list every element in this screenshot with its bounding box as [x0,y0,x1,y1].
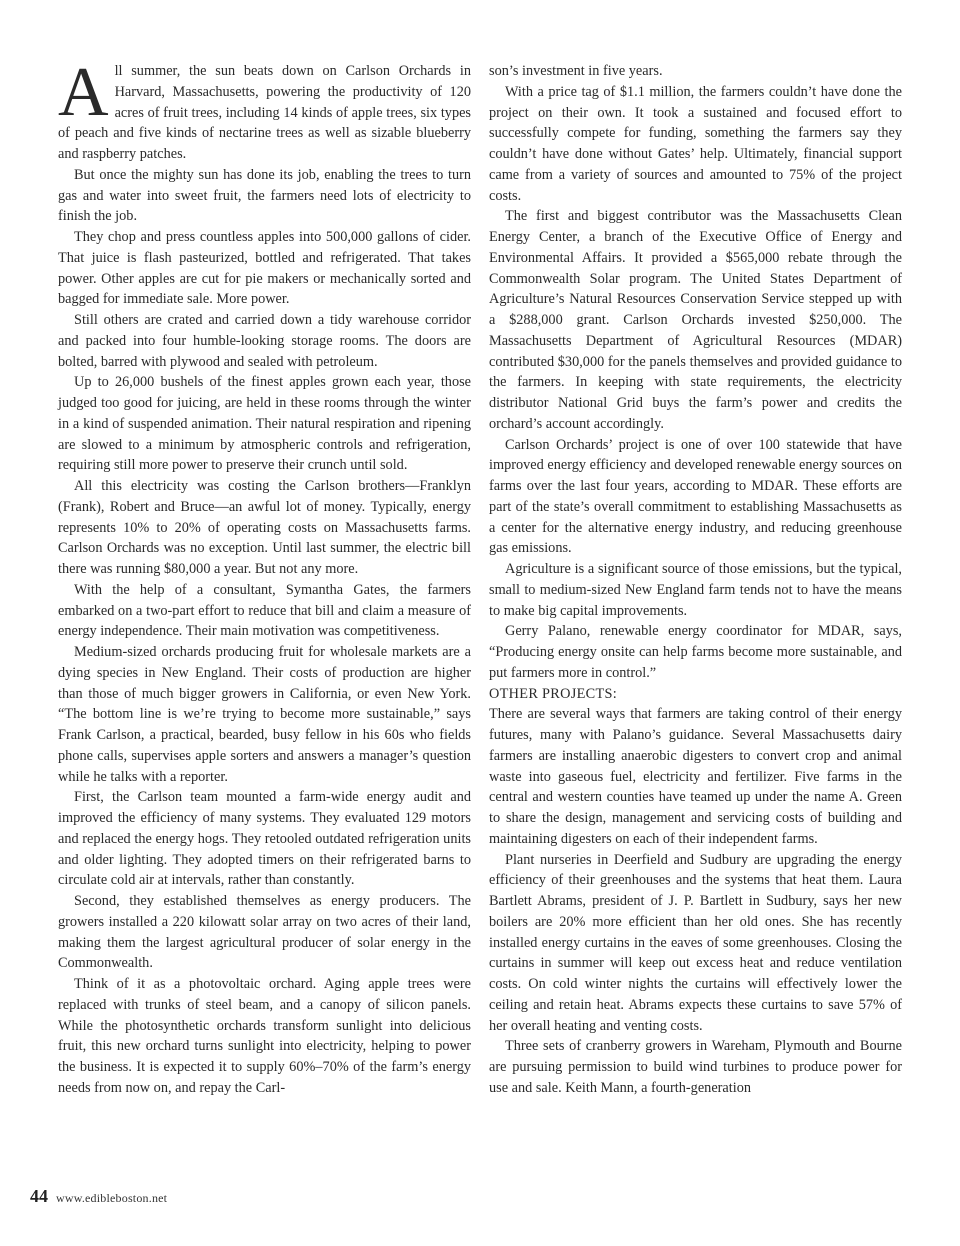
article-paragraph: All this electricity was costing the Carlson brothers—Franklyn (Frank), Robert and Bruce—an awful lot of money. Typically, energy represents 10% to 20% of operating costs on Massachusetts farms. Carlson Orchards was no exception. Until last summer, the electric bill there was running $80,000 a year. But not any more. [58,478,471,577]
article-paragraph: son’s investment in five years. [489,63,663,79]
page-footer [30,1186,167,1207]
article-paragraph: All summer, the sun beats down on Carlson Orchards in Harvard, Massachusetts, powering the productivity of 120 acres of fruit trees, including 14 kinds of apple trees, six types of peach and five kinds of nectarine trees as well as sizable blueberry and raspberry patches. [58,54,471,162]
article-paragraph: Gerry Palano, renewable energy coordinator for MDAR, says, “Producing energy onsite can help farms become more sustainable, and put farmers more in control.” [489,623,902,681]
article-paragraph: First, the Carlson team mounted a farm-wide energy audit and improved the efficiency of many systems. They evaluated 129 motors and replaced the energy hogs. They retooled outdated refrigeration units and older lighting. They adopted timers on their refrigerated barns to circulate cold air at intervals, rather than constantly. [58,789,471,889]
article-paragraph: The first and biggest contributor was the Massachusetts Clean Energy Center, a branch of the Executive Office of Energy and Environmental Affairs. It provided a $565,000 rebate through the Commonwealth Solar program. The United States Department of Agriculture’s Natural Resources Conservation Service stepped up with a $288,000 grant. Carlson Orchards invested $250,000. The Massachusetts Department of Agricultural Resources (MDAR) contributed $30,000 for the panels themselves and provided guidance to the farmers. In keeping with state requirements, the electricity distributor National Grid buys the farm’s power and credits the orchard’s account accordingly. [489,208,902,432]
article-left-column [58,54,471,1099]
article-paragraph: There are several ways that farmers are taking control of their energy futures, many with Palano’s guidance. Several Massachusetts dairy farmers are installing anaerobic digesters to convert crop and animal waste into gaseous fuel, electricity and fertilizer. Five farms in the central and western counties have teamed up under the name A. Green to share the design, management and servicing costs of building and maintaining digesters on each of their independent farms. [489,706,902,847]
article-paragraph: Second, they established themselves as energy producers. The growers installed a 220 kilowatt solar array on two acres of their land, making them the largest agricultural producer of solar energy in the Commonwealth. [58,893,471,972]
article-paragraph: With a price tag of $1.1 million, the farmers couldn’t have done the project on their own. It took a sustained and focused effort to successfully compete for funding, something the farmers say they couldn’t have done without Gates’ help. Ultimately, financial support came from a variety of sources and amounted to 75% of the project costs. [489,83,902,204]
article-paragraph: Carlson Orchards’ project is one of over 100 statewide that have improved energy efficiency and developed renewable energy sources on farms over the last four years, according to MDAR. These efforts are part of the state’s overall commitment to establishing Massachusetts as a center for the alternative energy industry, and reducing greenhouse gas emissions. [489,436,902,557]
article-paragraph: Medium-sized orchards producing fruit for wholesale markets are a dying species in New England. Their costs of production are higher than those of much bigger growers in California, or even New York. “The bottom line is we’re trying to become more sustainable,” says Frank Carlson, a practical, bearded, busy fellow in his 60s who fields phone calls, supervises apple sorters and answers a manager’s question while he talks with a reporter. [58,644,471,785]
article-paragraph: Up to 26,000 bushels of the finest apples grown each year, those judged too good for juicing, are held in these rooms through the winter in a kind of suspended animation. Their natural respiration and ripening are slowed to a minimum by atmospheric controls and refrigeration, requiring still more power to preserve their crunch until sold. [58,374,471,474]
article-paragraph: They chop and press countless apples into 500,000 gallons of cider. That juice is flash pasteurized, bottled and refrigerated. That takes power. Other apples are cut for pie makers or mechanically sorted and bagged for immediate sale. More power. [58,229,471,308]
article-paragraph: Three sets of cranberry growers in Wareham, Plymouth and Bourne are pursuing permission to build wind turbines to produce power for use and sale. Keith Mann, a fourth-generation [489,1038,902,1096]
article-paragraph: But once the mighty sun has done its job, enabling the trees to turn gas and water into sweet fruit, the farmers need lots of electricity to finish the job. [58,166,471,225]
drop-cap: A [58,54,109,131]
website-url: www.edibleboston.net [56,1191,168,1205]
article-paragraph: Agriculture is a significant source of those emissions, but the typical, small to medium-sized New England farm tends not to have the means to make big capital improvements. [489,561,902,619]
article-right-column [489,61,902,1099]
article-paragraph: Think of it as a photovoltaic orchard. Aging apple trees were replaced with trunks of steel beam, and a canopy of silicon panels. While the photosynthetic orchards transform sunlight into delicious fruit, this new orchard turns sunlight into electricity, helping to power the business. It is expected it to supply 60%–70% of the farm’s energy needs from now on, and repay the Carl- [58,976,471,1096]
article-paragraph: With the help of a consultant, Symantha Gates, the farmers embarked on a two-part effort to reduce that bill and claim a measure of energy independence. Their main motivation was competitiveness. [58,581,471,640]
article-paragraph: Plant nurseries in Deerfield and Sudbury are upgrading the energy efficiency of their greenhouses and the systems that heat them. Laura Bartlett Abrams, president of J. P. Bartlett in Sudbury, says her new boilers are 20% more efficient than her old ones. She has recently installed energy curtains in the eaves of some greenhouses. Closing the curtains in summer will keep out excess heat and reduce ventilation costs. On cold winter nights the curtains will effectively lower the ceiling and retain heat. Abrams expects these curtains to save 57% of her overall heating and venting costs. [489,851,902,1034]
article-paragraph: Still others are crated and carried down a tidy warehouse corridor and packed into four humble-looking storage rooms. The doors are bolted, barred with plywood and sealed with petroleum. [58,312,471,370]
section-subheading: OTHER PROJECTS: [489,685,618,702]
page-number: 44 [30,1186,48,1206]
